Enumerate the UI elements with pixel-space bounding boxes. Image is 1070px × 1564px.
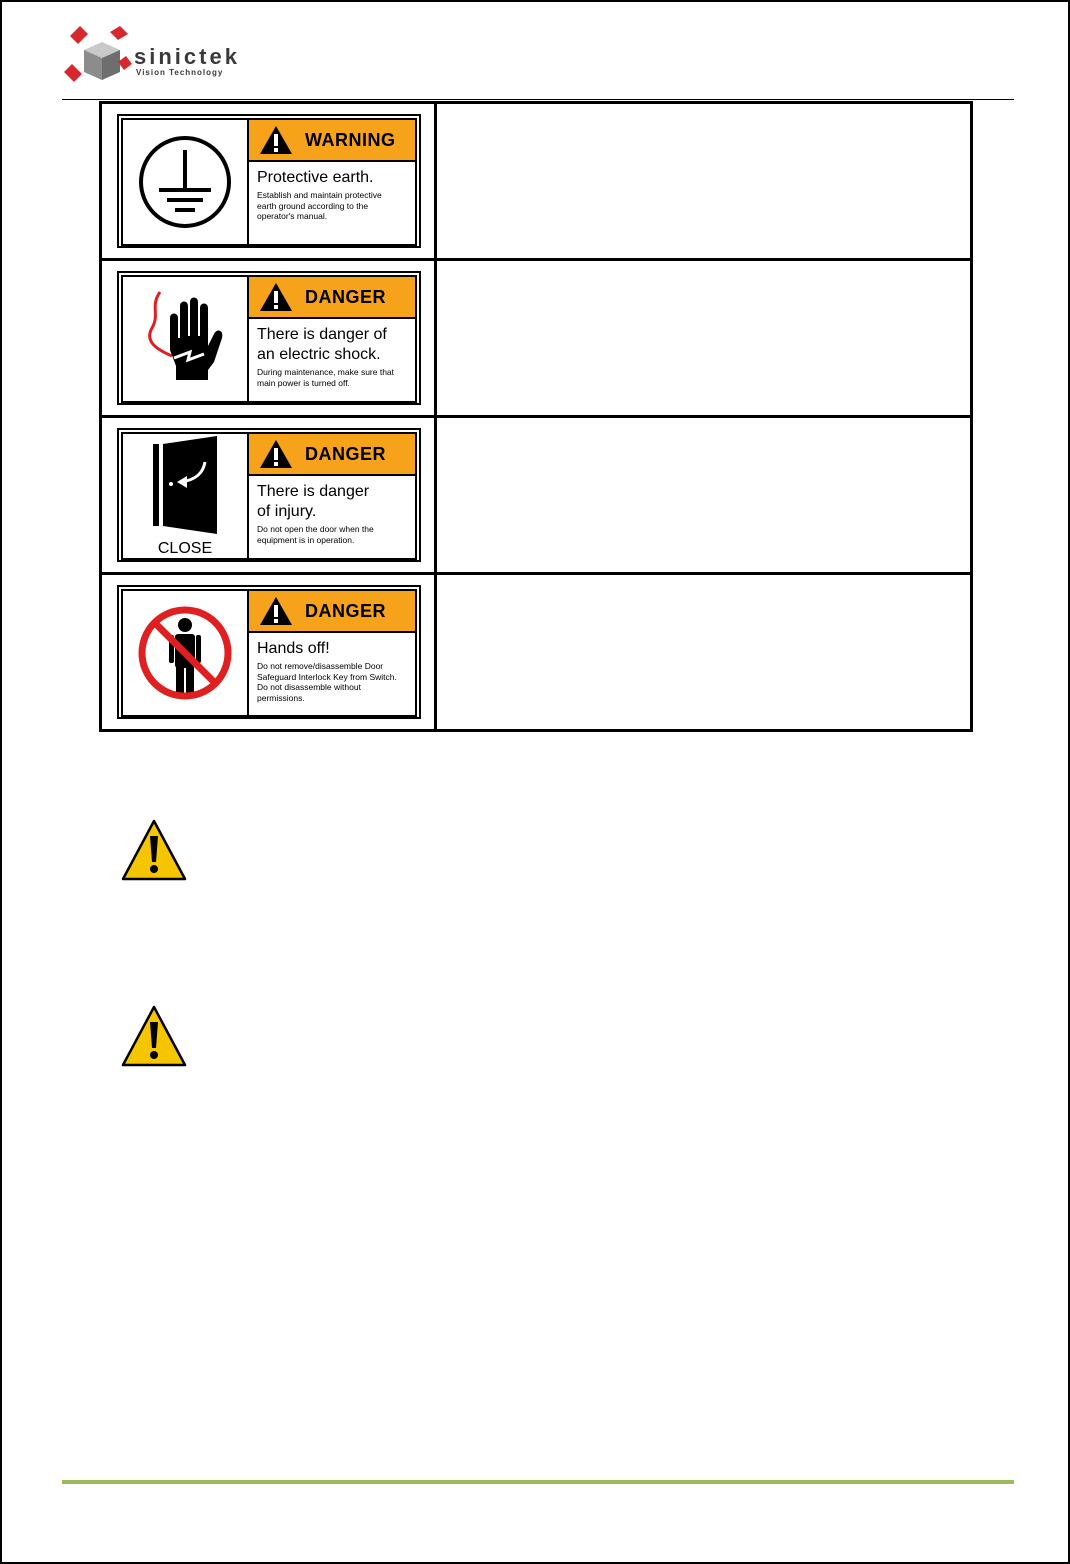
sign-header: [249, 277, 415, 319]
door-close-icon: [123, 434, 249, 558]
sign-header: [249, 120, 415, 162]
sign-header: [249, 591, 415, 633]
signal-word: DANGER: [305, 286, 387, 307]
description-cell: [436, 260, 972, 417]
label-cell: [101, 574, 436, 731]
alert-triangle-icon: [259, 596, 293, 626]
logo-cube-icon: [62, 22, 142, 84]
signal-word: DANGER: [305, 600, 387, 621]
warning-sign: [117, 114, 421, 248]
label-cell: [101, 417, 436, 574]
sign-detail: During maintenance, make sure that main power is turned off.: [257, 367, 395, 388]
logo-name: sinictek: [134, 44, 240, 69]
protective-earth-icon: [123, 120, 249, 244]
electric-shock-hand-icon: [123, 277, 249, 401]
sign-title: There is danger of injury.: [257, 483, 370, 520]
caution-triangle-icon: [120, 1004, 188, 1068]
label-cell: [101, 260, 436, 417]
signal-word: DANGER: [305, 443, 387, 464]
signal-word: WARNING: [305, 129, 396, 150]
alert-triangle-icon: [259, 439, 293, 469]
logo-tagline: Vision Technology: [136, 68, 224, 77]
sign-detail: Do not open the door when the equipment is in operation.: [257, 524, 374, 545]
table-row: [101, 417, 972, 574]
table-row: [101, 260, 972, 417]
safety-label-table: [99, 101, 973, 732]
table-row: [101, 574, 972, 731]
sign-detail: Establish and maintain protective earth ground according to the operator's manual.: [257, 190, 382, 221]
alert-triangle-icon: [259, 282, 293, 312]
sign-detail: Do not remove/disassemble Door Safeguard Interlock Key from Switch. Do not disassemble without permissions.: [257, 661, 397, 703]
danger-sign: [117, 271, 421, 405]
table-row: [101, 103, 972, 260]
sign-header: [249, 434, 415, 476]
caution-triangle-icon: [120, 818, 188, 882]
no-person-icon: [123, 591, 249, 715]
alert-triangle-icon: [259, 125, 293, 155]
header-rule: [62, 99, 1014, 100]
description-cell: [436, 417, 972, 574]
description-cell: [436, 574, 972, 731]
sign-title: Hands off!: [257, 640, 330, 657]
sign-title: There is danger of an electric shock.: [257, 326, 387, 363]
danger-sign: [117, 585, 421, 719]
footer-rule: [62, 1480, 1014, 1484]
danger-sign: [117, 428, 421, 562]
sign-title: Protective earth.: [257, 169, 374, 186]
description-cell: [436, 103, 972, 260]
symbol-caption: CLOSE: [157, 540, 213, 557]
label-cell: [101, 103, 436, 260]
